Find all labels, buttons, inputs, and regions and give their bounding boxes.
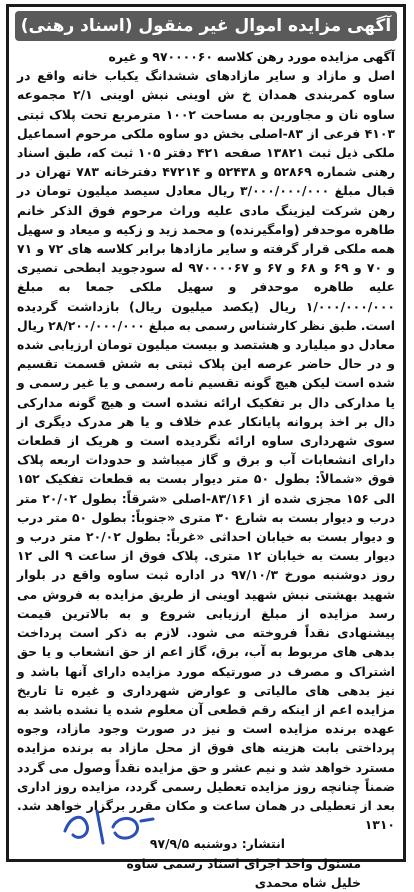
handwritten-signature-mark <box>57 791 157 855</box>
officer-name: خلیل شاه محمدی <box>254 874 361 890</box>
notice-body <box>17 47 395 834</box>
publish-date-line: انتشار: دوشنبه ۹۷/۹/۵ <box>149 836 285 852</box>
notice-main-paragraph: اصل و مازاد و سایر مازادهای ششدانگ یکباب خانه واقع در ساوه کمربندی همدان خ ش اوینی نبش اوینی ۲/۱ مجموعه ساوه نان و مجاورین به مساحت ۱۰۰۲ مترمربع تحت پلاک ثبتی ۴۱۰۳ فرعی از ۸۳-اصلی بخش دو ساوه ملکی مرحوم اسماعیل ملکی ذیل ثبت ۱۳۸۲۱ صفحه ۴۲۱ دفتر ۱۰۵ ثبت که، طبق اسناد رهنی شماره ۵۲۸۶۹ و ۵۲۴۳۸ و ۴۷۲۱۴ دفترخانه ۷۸۳ تهران در قبال مبلغ ۳/۰۰۰/۰۰۰/۰۰۰ ریال معادل سیصد میلیون تومان در رهن شرکت لیزینگ مادی علیه وراث مرحوم فوق الذکر خانم طاهره موحدفر (وامگیرنده) و محمد زید و زکیه و میعاد و سهیل همه ملکی قرار گرفته و سایر مازادها برابر کلاسه های ۷۲ و ۷۱ و ۷۰ و ۶۹ و ۶۸ و ۶۷ و ۹۷۰۰۰۰۶۷ له سودجوید ابطحی نصیری علیه طاهره موحدفر و سهیل ملکی جمعا به مبلغ ۱/۰۰۰/۰۰۰/۰۰۰ ریال (یکصد میلیون ریال) بازداشت گردیده است. طبق نظر کارشناس رسمی به مبلغ ۲۸/۲۰۰/۰۰۰/۰۰۰ ریال معادل دو میلیارد و هشتصد و بیست میلیون تومان ارزیابی شده و در حال حاضر عرصه این پلاک ثبتی به شش قسمت تقسیم شده است لیکن هیچ گونه تقسیم نامه رسمی و یا غیر رسمی و یا مدارکی دال بر تفکیک ارائه نشده است و هیچ گونه مدارکی دال بر اخذ پروانه پایانکار عدم خلاف و یا هر مدرک دیگری از سوی شهرداری ساوه ارائه نگردیده است و هریک از قطعات دارای انشعابات آب و برق و گاز میباشد و حدودات اربعه پلاک فوق «شمالاً: بطول ۵۰ متر دیوار بست به قطعات تفکیک ۱۵۲ الی ۱۵۶ مجزی شده از ۸۳/۱۶۱-اصلی «شرقاً: بطول ۲۰/۰۲ متر درب و دیوار بست به شارع ۳۰ متری «جنوباً: بطول ۵۰ متر درب و دیوار بست به خیابان احداثی «غرباً: بطول ۲۰/۰۲ متر درب و دیوار بست به خیابان ۱۲ متری. پلاک فوق از ساعت ۹ الی ۱۲ روز دوشنبه مورخ ۹۷/۱۰/۳ در اداره ثبت ساوه واقع در بلوار شهید بهشتی نبش شهید اوینی از طریق مزایده به فروش می رسد مزایده از مبلغ ارزیابی شروع و به بالاترین قیمت پیشنهادی نقداً فروخته می شود. لازم به ذکر است پرداخت بدهی های مربوط به آب، برق، گاز اعم از حق انشعاب و یا حق اشتراک و مصرف در صورتیکه مورد مزایده دارای آنها باشد و نیز بدهی های مالیاتی و عوارض شهرداری و غیره تا تاریخ مزایده اعم از اینکه رقم قطعی آن معلوم شده یا نشده باشد به عهده برنده مزایده است و نیز در صورت وجود مازاد، وجوه پرداختی بابت هزینه های فوق از محل مازاد به برنده مزایده مسترد خواهد شد و نیم عشر و حق مزایده نقداً وصول می گردد ضمناً چنانچه روز مزایده تعطیل رسمی گردد، مزایده روز اداری بعد از تعطیلی در همان ساعت و مکان مقرر برگزار خواهد شد. ۱۳۱۰ <box>17 68 396 833</box>
notice-frame <box>6 4 406 890</box>
notice-case-line: آگهی مزایده مورد رهن کلاسه ۹۷۰۰۰۰۶۰ و غیره <box>108 49 395 64</box>
notice-title: آگهی مزایده اموال غیر منقول (اسناد رهنی) <box>20 16 392 36</box>
officer-title: مسئول واحد اجرای اسناد رسمی ساوه <box>126 855 361 871</box>
notice-title-bar <box>15 11 397 41</box>
